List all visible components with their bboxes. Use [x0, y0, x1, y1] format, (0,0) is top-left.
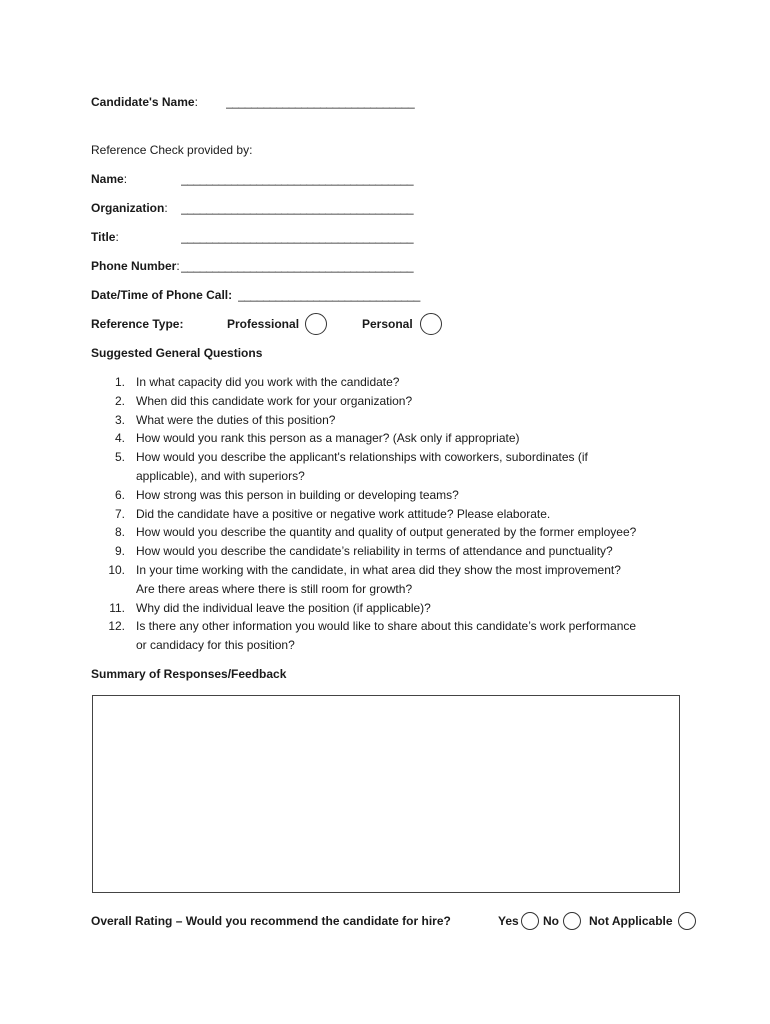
list-item: 11. Why did the individual leave the position (if applicable)? [109, 600, 431, 615]
list-item: 1. In what capacity did you work with the candidate? [114, 375, 400, 389]
summary-textarea[interactable] [92, 695, 680, 893]
list-item: 12. Is there any other information you would like to share about this candidate’s work performance or candidacy for this position? [108, 619, 637, 653]
title-field[interactable]: _____________________________________ [181, 230, 414, 244]
overall-rating-question: Overall Rating – Would you recommend the candidate for hire? [91, 914, 451, 928]
date-time-field[interactable]: _____________________________ [238, 288, 420, 302]
no-radio[interactable] [563, 912, 581, 930]
questions-list [91, 373, 691, 655]
name-field[interactable]: _____________________________________ [181, 172, 414, 186]
questions-heading: Suggested General Questions [91, 346, 263, 360]
yes-radio[interactable] [521, 912, 539, 930]
candidate-name-field[interactable]: ______________________________ [226, 95, 415, 109]
date-time-label: Date/Time of Phone Call: [91, 288, 233, 302]
organization-label: Organization: [91, 201, 168, 215]
list-item: 6. How strong was this person in building or developing teams? [114, 487, 459, 502]
list-item: 3. What were the duties of this position? [114, 412, 336, 427]
list-item: 10. In your time working with the candidate, in what area did they show the most improvement? Are there areas where there is still room for growth? [108, 562, 621, 596]
list-item: 9. How would you describe the candidate’s reliability in terms of attendance and punctuality? [114, 544, 613, 559]
organization-field[interactable]: _____________________________________ [181, 201, 414, 215]
personal-radio[interactable] [420, 313, 442, 335]
list-item: 7. Did the candidate have a positive or negative work attitude? Please elaborate. [114, 506, 551, 521]
candidate-name-label: Candidate's Name: [91, 95, 198, 109]
professional-radio[interactable] [305, 313, 327, 335]
reference-type-label: Reference Type: [91, 317, 184, 331]
reference-provided-by-label: Reference Check provided by: [91, 143, 253, 157]
list-item: 8. How would you describe the quantity and quality of output generated by the former employee? [114, 525, 637, 540]
yes-option-label: Yes [498, 914, 519, 928]
no-option-label: No [543, 914, 559, 928]
list-item: 5. How would you describe the applicant's relationships with coworkers, subordinates (if applicable), and with superiors? [114, 450, 588, 483]
name-label: Name: [91, 172, 128, 186]
summary-heading: Summary of Responses/Feedback [91, 667, 287, 681]
personal-option-label: Personal [362, 317, 413, 331]
list-item: 2. When did this candidate work for your organization? [114, 393, 413, 408]
list-item: 4. How would you rank this person as a manager? (Ask only if appropriate) [114, 431, 520, 446]
phone-number-field[interactable]: _____________________________________ [181, 259, 414, 273]
title-label: Title: [91, 230, 119, 244]
phone-number-label: Phone Number: [91, 259, 180, 273]
professional-option-label: Professional [227, 317, 300, 331]
not-applicable-option-label: Not Applicable [589, 914, 673, 928]
not-applicable-radio[interactable] [678, 912, 696, 930]
